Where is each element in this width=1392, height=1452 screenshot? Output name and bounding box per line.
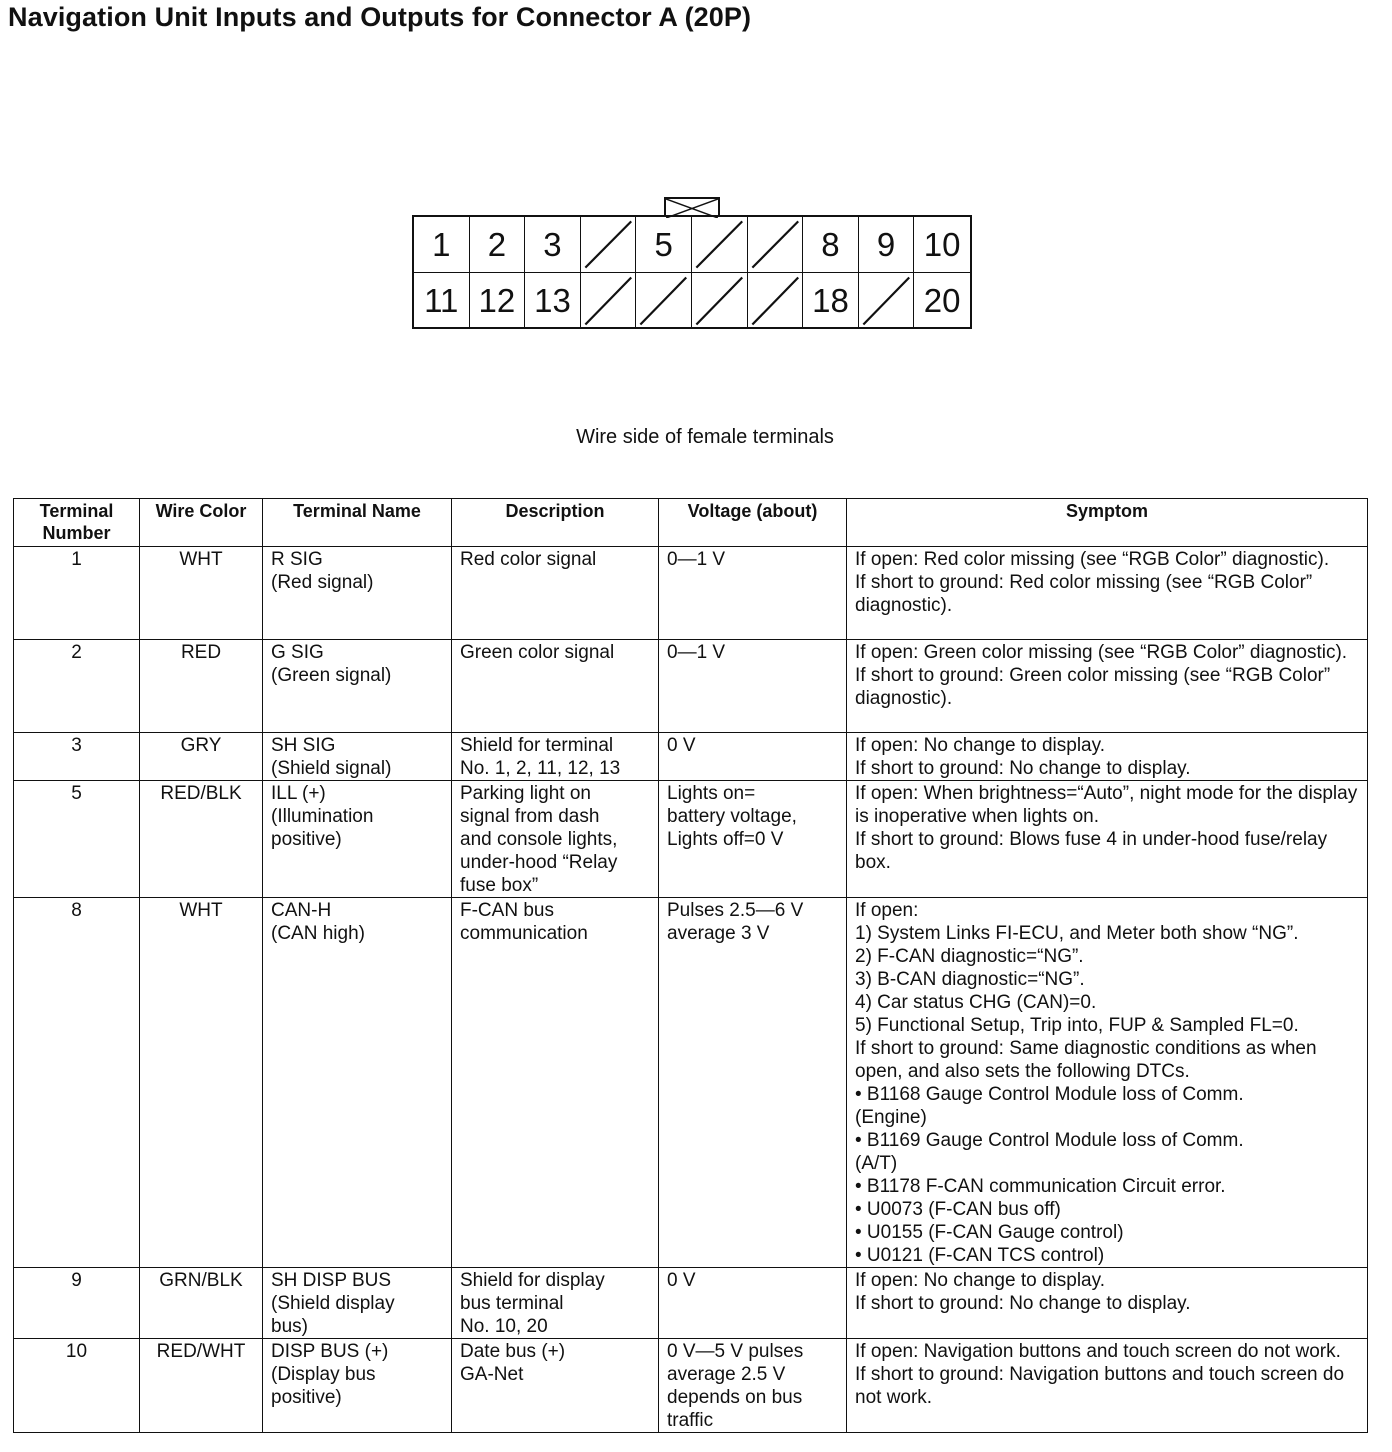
terminal-pin xyxy=(470,273,526,329)
terminal-pin-number: 5 xyxy=(654,225,673,263)
connector-caption: Wire side of female terminals xyxy=(576,426,834,448)
cell-terminal-name: ILL (+) (Illumination positive) xyxy=(263,781,452,898)
cell-terminal-name: SH SIG (Shield signal) xyxy=(263,733,452,781)
empty-terminal-cavity xyxy=(748,217,804,273)
terminal-pin-number: 8 xyxy=(821,225,840,263)
terminal-pin xyxy=(803,273,859,329)
cell-terminal-number: 10 xyxy=(14,1339,140,1433)
cell-symptom: If open: Red color missing (see “RGB Color” diagnostic). If short to ground: Red color missing (see “RGB Color” diagnostic). xyxy=(847,547,1368,640)
cell-wire-color: RED xyxy=(140,640,263,733)
empty-terminal-cavity xyxy=(581,273,637,329)
page-title: Navigation Unit Inputs and Outputs for Connector A (20P) xyxy=(8,2,752,32)
terminal-pin xyxy=(414,217,470,273)
cell-description: Green color signal xyxy=(452,640,659,733)
cell-terminal-name: CAN-H (CAN high) xyxy=(263,898,452,1268)
table-row xyxy=(14,1268,1368,1339)
cell-wire-color: RED/WHT xyxy=(140,1339,263,1433)
terminal-pin-number: 12 xyxy=(478,282,516,319)
terminal-pin xyxy=(525,217,581,273)
cell-voltage: Lights on= battery voltage, Lights off=0 V xyxy=(659,781,847,898)
empty-terminal-cavity xyxy=(636,273,692,329)
cell-wire-color: GRY xyxy=(140,733,263,781)
terminal-pin-number: 10 xyxy=(923,225,961,263)
header-description: Description xyxy=(452,499,659,547)
empty-terminal-cavity xyxy=(692,273,748,329)
cell-symptom: If open: Navigation buttons and touch screen do not work. If short to ground: Navigation buttons and touch screen do not work. xyxy=(847,1339,1368,1433)
cell-symptom: If open: No change to display. If short to ground: No change to display. xyxy=(847,733,1368,781)
terminal-pin xyxy=(859,217,915,273)
empty-terminal-cavity xyxy=(859,273,915,329)
terminal-pin xyxy=(914,273,970,329)
terminal-pin xyxy=(414,273,470,329)
cell-terminal-name: SH DISP BUS (Shield display bus) xyxy=(263,1268,452,1339)
cell-symptom: If open: When brightness=“Auto”, night mode for the display is inoperative when lights on. If short to ground: Blows fuse 4 in under-hood fuse/relay box. xyxy=(847,781,1368,898)
empty-terminal-cavity xyxy=(692,217,748,273)
cell-wire-color: GRN/BLK xyxy=(140,1268,263,1339)
cell-description: Shield for terminal No. 1, 2, 11, 12, 13 xyxy=(452,733,659,781)
cell-terminal-name: R SIG (Red signal) xyxy=(263,547,452,640)
cell-description: Parking light on signal from dash and console lights, under-hood “Relay fuse box” xyxy=(452,781,659,898)
cell-description: Red color signal xyxy=(452,547,659,640)
connector-diagram xyxy=(412,197,972,329)
cell-description: Shield for display bus terminal No. 10, 20 xyxy=(452,1268,659,1339)
table-row xyxy=(14,733,1368,781)
connector-terminal-grid xyxy=(412,215,972,329)
terminal-pin-number: 18 xyxy=(812,282,849,319)
cell-wire-color: WHT xyxy=(140,547,263,640)
terminal-pin xyxy=(470,217,526,273)
header-terminal-name: Terminal Name xyxy=(263,499,452,547)
terminal-table xyxy=(13,498,1368,1433)
header-wire-color: Wire Color xyxy=(140,499,263,547)
table-row xyxy=(14,640,1368,733)
header-symptom: Symptom xyxy=(847,499,1368,547)
cell-terminal-name: G SIG (Green signal) xyxy=(263,640,452,733)
terminal-pin-number: 20 xyxy=(923,282,961,319)
cell-voltage: 0 V xyxy=(659,1268,847,1339)
terminal-pin xyxy=(636,217,692,273)
cell-voltage: 0 V xyxy=(659,733,847,781)
terminal-pin-number: 11 xyxy=(424,282,459,319)
terminal-pin-number: 3 xyxy=(543,225,562,263)
cell-terminal-number: 2 xyxy=(14,640,140,733)
empty-terminal-cavity xyxy=(581,217,637,273)
cell-terminal-number: 8 xyxy=(14,898,140,1268)
cell-symptom: If open: 1) System Links FI-ECU, and Meter both show “NG”. 2) F-CAN diagnostic=“NG”. 3) B-CAN diagnostic=“NG”. 4) Car status CHG (CAN)=0. 5) Functional Setup, Trip into, FUP & Sampled FL=0. If short to ground: Same diagnostic conditions as when open, and also sets the following DTCs. • B1168 Gauge Control Module loss of Comm. (Engine) • B1169 Gauge Control Module loss of Comm. (A/T) • B1178 F-CAN communication Circuit error. • U0073 (F-CAN bus off) • U0155 (F-CAN Gauge control) • U0121 (F-CAN TCS control) xyxy=(847,898,1368,1268)
table-header-row xyxy=(14,499,1368,547)
cell-voltage: 0—1 V xyxy=(659,640,847,733)
terminal-pin xyxy=(914,217,970,273)
cell-voltage: 0 V—5 V pulses average 2.5 V depends on bus traffic xyxy=(659,1339,847,1433)
terminal-pin-number: 1 xyxy=(432,225,451,263)
table-row xyxy=(14,1339,1368,1433)
cell-terminal-name: DISP BUS (+) (Display bus positive) xyxy=(263,1339,452,1433)
terminal-pin xyxy=(803,217,859,273)
table-row xyxy=(14,781,1368,898)
header-terminal-number: Terminal Number xyxy=(14,499,140,547)
cell-voltage: Pulses 2.5—6 V average 3 V xyxy=(659,898,847,1268)
cell-description: F-CAN bus communication xyxy=(452,898,659,1268)
empty-terminal-cavity xyxy=(748,273,804,329)
terminal-pin-number: 13 xyxy=(534,282,571,319)
connector-latch xyxy=(664,197,720,216)
cell-terminal-number: 5 xyxy=(14,781,140,898)
terminal-pin xyxy=(525,273,581,329)
cell-symptom: If open: Green color missing (see “RGB Color” diagnostic). If short to ground: Green color missing (see “RGB Color” diagnostic). xyxy=(847,640,1368,733)
cell-description: Date bus (+) GA-Net xyxy=(452,1339,659,1433)
cell-voltage: 0—1 V xyxy=(659,547,847,640)
terminal-pin-number: 2 xyxy=(487,225,507,263)
cell-wire-color: RED/BLK xyxy=(140,781,263,898)
cell-wire-color: WHT xyxy=(140,898,263,1268)
table-row xyxy=(14,898,1368,1268)
cell-symptom: If open: No change to display. If short to ground: No change to display. xyxy=(847,1268,1368,1339)
terminal-pin-number: 9 xyxy=(876,225,896,263)
table-row xyxy=(14,547,1368,640)
header-voltage: Voltage (about) xyxy=(659,499,847,547)
cell-terminal-number: 3 xyxy=(14,733,140,781)
cell-terminal-number: 9 xyxy=(14,1268,140,1339)
cell-terminal-number: 1 xyxy=(14,547,140,640)
